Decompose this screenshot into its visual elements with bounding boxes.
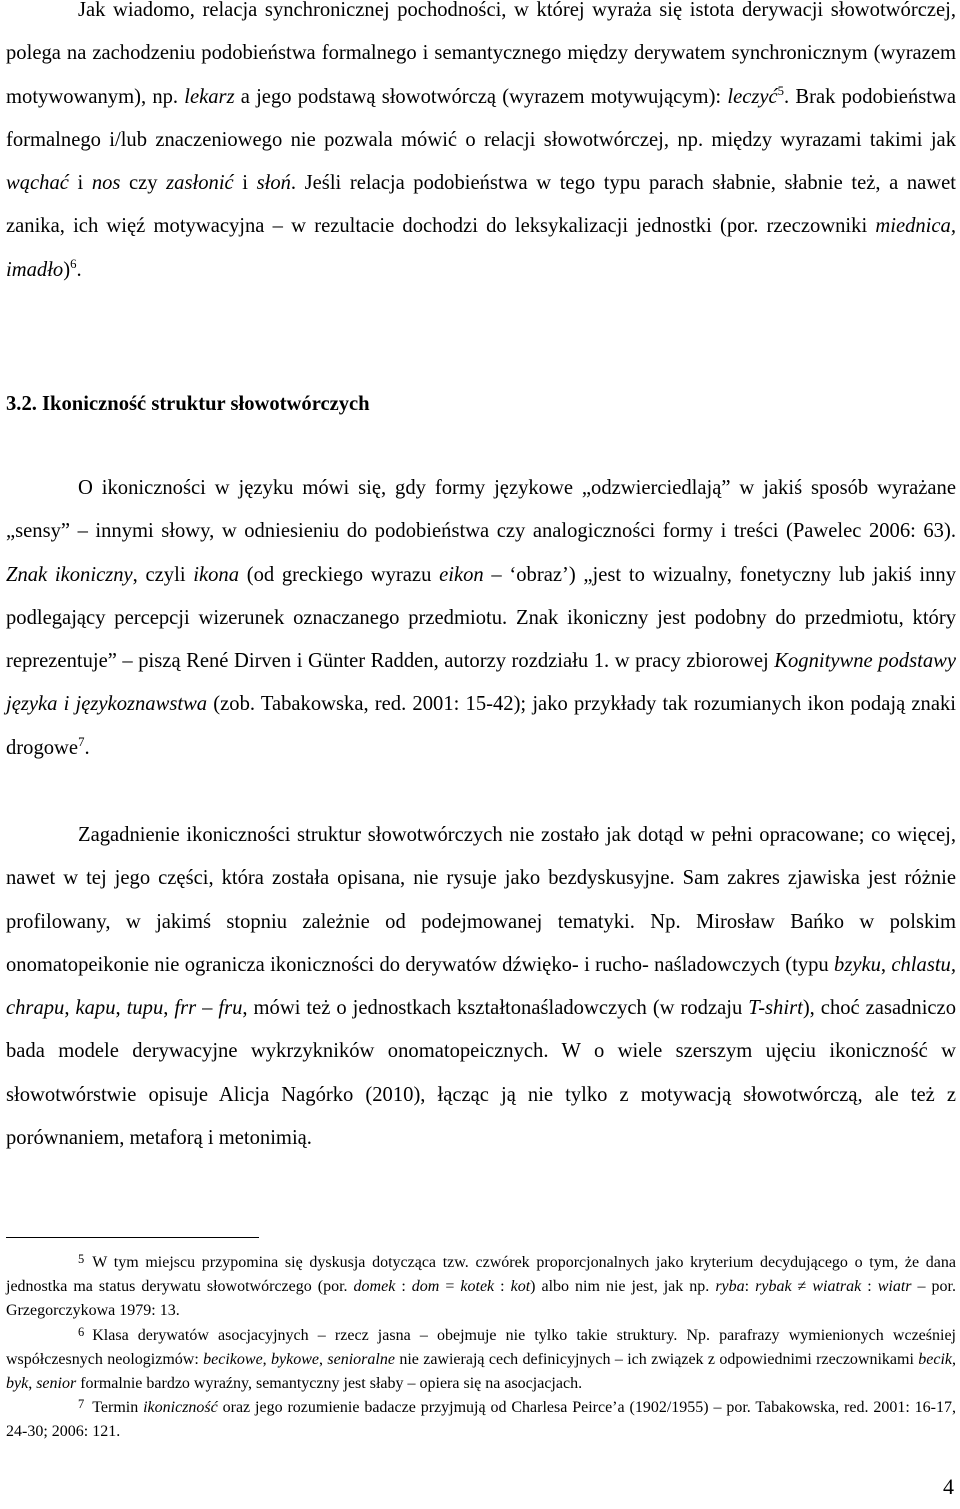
example-word: becikowe xyxy=(203,1350,263,1368)
footnote-5: 5 W tym miejscu przypomina się dyskusja dotycząca tzw. czwórek proporcjonalnych jako kryterium decydującego o tym, że dana jednostka ma status derywatu słowotwórczego (por. domek : dom = kotek : kot) albo nim nie jest, jak np. ryba: rybak ≠ wiatrak : wiatr – por. Grzegorczykowa 1979: 13. xyxy=(6,1252,956,1320)
text-run: W tym miejscu przypomina się dyskusja dotycząca tzw. czwórek proporcjonalnych jako kryterium decydującego o tym, że dana jednostka ma status derywatu słowotwórczego (por. xyxy=(6,1254,956,1296)
text-run: , xyxy=(28,1375,37,1393)
text-run: : xyxy=(744,1278,756,1296)
example-word: rybak xyxy=(755,1278,792,1296)
text-run: , xyxy=(952,1350,957,1368)
footnote-ref-6[interactable]: 6 xyxy=(70,256,77,271)
text-run: , xyxy=(64,997,76,1020)
text-run: ) xyxy=(63,258,71,281)
example-word: bzyku xyxy=(834,953,881,976)
text-run: a jego podstawą słowotwórczą (wyrazem motywującym): xyxy=(234,85,728,108)
footnote-6: 6 Klasa derywatów asocjacyjnych – rzecz jasna – obejmuje nie tylko takie struktury. Np. parafrazy wymienionych wcześniej współczesnych neologizmów: becikowe, bykowe, senioralne nie zawierają cech definicyjnych – ich związek z odpowiednimi rzeczownikami becik, byk, senior formalnie bardzo wyraźny, semantyczny jest słaby – opiera się na asocjacjach. xyxy=(6,1324,957,1393)
text-run: formalnie bardzo wyraźny, semantyczny jest słaby – opiera się na asocjacjach. xyxy=(76,1375,583,1393)
text-run: . Jeśli relacja podobieństwa w tego typu parach słabnie, słabnie też, a nawet zanika, ich więź motywacyjna – w rezultacie dochodzi do leksykalizacji jednostki (por. rzeczowniki xyxy=(6,172,956,238)
footnote-ref-5[interactable]: 5 xyxy=(777,83,785,98)
text-run: Termin xyxy=(92,1399,144,1417)
text-run: ), choć zasadniczo bada modele derywacyjne wykrzykników onomatopeicznych. W o wiele szerszym ujęciu ikoniczność w słowotwórstwie opisuje Alicja Nagórko (2010), łącząc ją nie tylko z motywacją słowotwórczą, ale też z porównaniem, metaforą i metonimią. xyxy=(6,997,956,1150)
text-run: – ‘obraz’) „jest to wizualny, fonetyczny lub jakiś inny podlegający percepcji wizerunek oznaczanego przedmiotu. Znak ikoniczny jest podobny do przedmiotu, który reprezentuje” – piszą René Dirven i Günter Radden, autorzy rozdziału 1. w pracy zbiorowej xyxy=(6,563,956,673)
paragraph-zagadnienie xyxy=(6,814,956,1160)
text-run: . xyxy=(76,258,82,281)
text-run: Zagadnienie ikoniczności struktur słowotwórczych nie zostało jak dotąd w pełni opracowane; co więcej, nawet w tej jego części, która została opisana, nie rysuje jako bezdyskusyjne. Sam zakres zjawiska jest różnie profilowany, w jakimś stopniu zależnie od podejmowanej tematyki. Np. Mirosław Bańko w polskim onomatopeikonie nie ogranicza ikoniczności do derywatów dźwięko- i rucho- naśladowczych (typu xyxy=(6,824,956,976)
example-word: bykowe xyxy=(271,1350,320,1368)
text-run: , czyli xyxy=(132,563,194,586)
term: ikoniczność xyxy=(143,1399,218,1417)
example-word: wiatr xyxy=(877,1278,912,1296)
text-run: Jak wiadomo, relacja synchronicznej pochodności, w której wyraża się istota derywacji słowotwórczej, polega na zachodzeniu podobieństwa formalnego i semantycznego między derywatem synchronicznym (wyrazem motywowanym), np. xyxy=(6,0,956,108)
text-run: , xyxy=(115,997,127,1020)
text-run: czy xyxy=(120,172,167,195)
text-run: – por. Grzegorczykowa 1979: 13. xyxy=(6,1278,956,1320)
example-word: senior xyxy=(36,1375,77,1393)
text-run: ) albo nim nie jest, jak np. xyxy=(530,1278,716,1296)
text-run: O ikoniczności w języku mówi się, gdy formy językowe „odzwierciedlają” w jakiś sposób wyrażane „sensy” – innymi słowy, w odniesieniu do podobieństwa czy analogiczności formy i treści (Pawelec 2006: 63). xyxy=(6,477,956,543)
text-run: . xyxy=(84,736,90,759)
text-run: , xyxy=(163,997,175,1020)
text-run: nie zawierają cech definicyjnych – ich związek z odpowiednimi rzeczownikami xyxy=(394,1350,919,1368)
text-run: , xyxy=(262,1350,272,1368)
text-run: (zob. Tabakowska, red. 2001: 15-42); jako przykłady tak rozumianych ikon podają znaki drogowe xyxy=(6,693,956,759)
section-heading: 3.2. Ikoniczność struktur słowotwórczych xyxy=(6,393,370,415)
paragraph-relacja xyxy=(6,0,956,292)
example-word: lekarz xyxy=(184,85,235,108)
text-run: . Brak podobieństwa formalnego i/lub znaczeniowego nie pozwala mówić o relacji słowotwórczej, np. między wyrazami takimi jak xyxy=(6,85,956,151)
footnote-7: 7 Termin ikoniczność oraz jego rozumienie badacze przyjmują od Charlesa Peirce’a (1902/1955) – por. Tabakowska, red. 2001: 16-17, 24-30; 2006: 121. xyxy=(6,1397,956,1441)
example-word: kapu xyxy=(75,997,116,1020)
footnote-ref-7[interactable]: 7 xyxy=(78,734,85,749)
page-number: 4 xyxy=(943,1474,954,1499)
example-word: senioralne xyxy=(327,1350,395,1368)
example-word: kotek xyxy=(460,1278,495,1296)
example-word: słoń xyxy=(256,172,291,195)
text-run: i xyxy=(233,172,257,195)
text-run: : xyxy=(861,1278,878,1296)
text-run: , mówi też o jednostkach kształtonaśladowczych (w rodzaju xyxy=(242,997,749,1020)
text-run: = xyxy=(439,1278,461,1296)
term: Znak ikoniczny xyxy=(6,563,133,586)
footnote-separator xyxy=(6,1237,259,1238)
text-run: , xyxy=(880,953,892,976)
text-run: oraz jego rozumienie badacze przyjmują od Charlesa Peirce’a (1902/1955) – por. Tabakowska, red. 2001: 16-17, 24-30; 2006: 121. xyxy=(6,1399,956,1441)
example-word: domek xyxy=(353,1278,396,1296)
book-title: Kognitywne podstawy języka i językoznawstwa xyxy=(6,650,956,716)
term: ikona xyxy=(193,563,240,586)
text-run: (od greckiego wyrazu xyxy=(239,563,440,586)
example-word: leczyć xyxy=(727,85,778,108)
example-word: wąchać xyxy=(6,172,69,195)
term: eikon xyxy=(439,563,484,586)
text-run: ≠ xyxy=(791,1278,813,1296)
example-word: frr – fru xyxy=(174,997,243,1020)
example-word: wiatrak xyxy=(812,1278,862,1296)
example-word: zasłonić xyxy=(166,172,234,195)
example-word: chlastu, chrapu xyxy=(6,953,956,1020)
example-word: kot xyxy=(510,1278,531,1296)
example-word: byk xyxy=(6,1375,29,1393)
example-word: nos xyxy=(91,172,121,195)
example-word: becik xyxy=(918,1350,953,1368)
text-run: Klasa derywatów asocjacyjnych – rzecz jasna – obejmuje nie tylko takie struktury. Np. parafrazy wymienionych wcześniej współczesnych neologizmów: xyxy=(6,1326,956,1368)
text-run: : xyxy=(395,1278,412,1296)
paragraph-ikonicznosc xyxy=(6,467,956,770)
example-word: ryba xyxy=(715,1278,745,1296)
text-run: i xyxy=(68,172,92,195)
text-run: , xyxy=(319,1350,328,1368)
footnotes xyxy=(6,1251,956,1445)
text-run: : xyxy=(494,1278,511,1296)
example-word: dom xyxy=(411,1278,440,1296)
example-word: tupu xyxy=(126,997,164,1020)
example-word: T-shirt xyxy=(748,997,803,1020)
example-word: miednica, imadło xyxy=(6,215,956,281)
